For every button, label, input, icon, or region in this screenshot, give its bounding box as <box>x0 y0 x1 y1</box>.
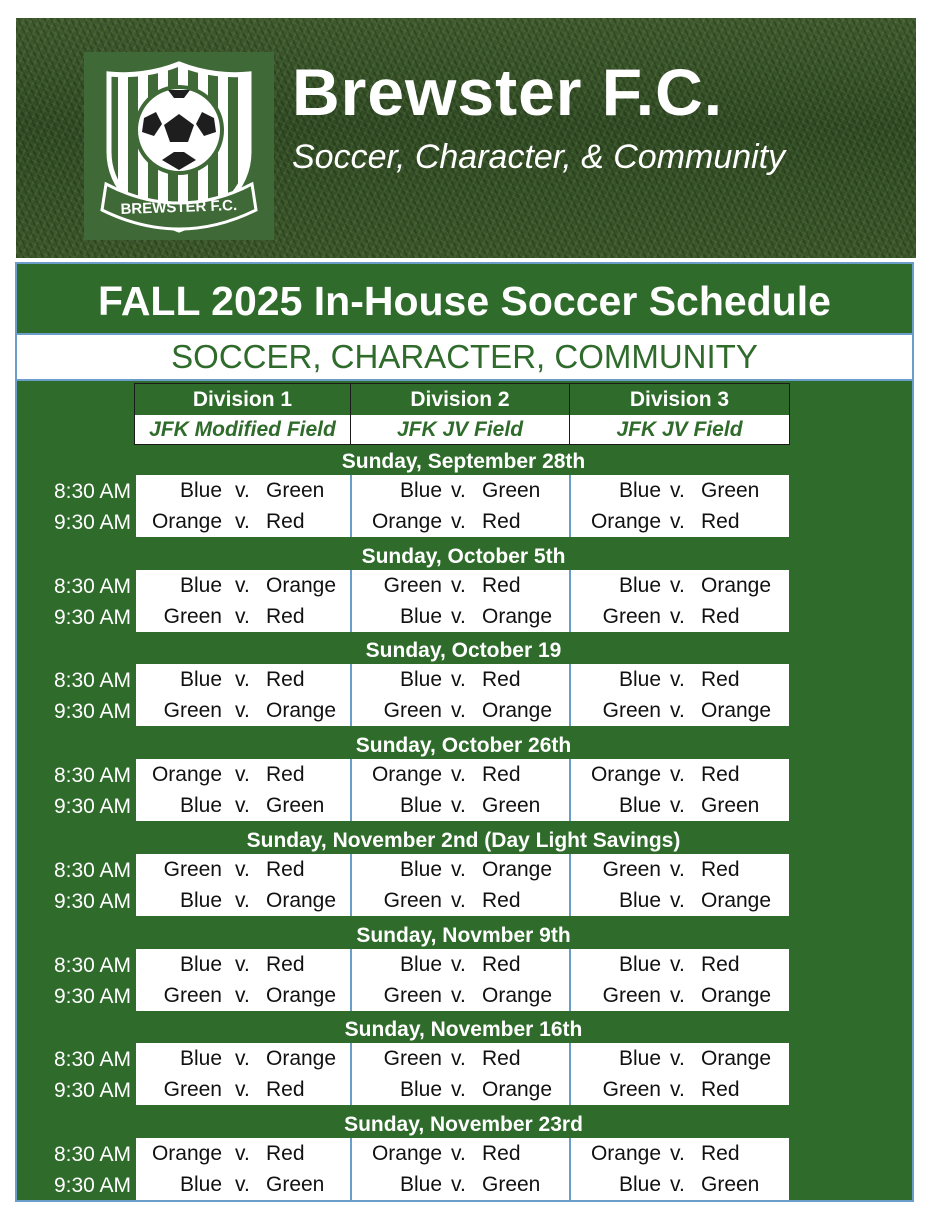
home-team: Green <box>383 888 442 912</box>
versus-label: v. <box>670 952 685 976</box>
division-header <box>569 383 790 445</box>
versus-label: v. <box>670 510 685 533</box>
week-date: Sunday, October 26th <box>355 734 572 758</box>
versus-label: v. <box>670 668 685 692</box>
away-team: Red <box>701 1141 740 1165</box>
home-team: Blue <box>618 1172 661 1196</box>
column-divider <box>569 570 571 632</box>
column-divider <box>350 854 352 916</box>
division-games-cell <box>571 1043 789 1105</box>
versus-label: v. <box>451 1141 466 1165</box>
away-team: Red <box>482 1141 521 1165</box>
division-field: JFK Modified Field <box>149 418 336 441</box>
time-slot-label: 9:30 AM <box>53 1173 131 1197</box>
division-games-cell <box>571 949 789 1011</box>
versus-label: v. <box>235 983 250 1007</box>
home-team: Blue <box>618 668 661 692</box>
match <box>571 790 789 821</box>
column-divider <box>569 475 571 537</box>
away-team: Red <box>701 604 740 628</box>
header-banner <box>16 18 916 258</box>
home-team: Green <box>602 604 661 628</box>
match <box>136 790 350 821</box>
home-team: Blue <box>179 1172 222 1196</box>
division-games-cell <box>352 1043 570 1105</box>
match <box>136 1138 350 1169</box>
column-divider <box>350 664 352 726</box>
home-team: Blue <box>399 479 442 502</box>
home-team: Blue <box>399 1172 442 1196</box>
versus-label: v. <box>235 794 250 818</box>
match <box>136 664 350 695</box>
column-divider <box>350 570 352 632</box>
division-games-cell <box>352 1138 570 1200</box>
away-team: Green <box>482 479 541 502</box>
away-team: Red <box>266 1078 305 1102</box>
match <box>352 506 570 537</box>
match <box>352 475 570 506</box>
time-slot-label: 9:30 AM <box>53 605 131 629</box>
match <box>352 601 570 632</box>
match <box>571 1074 789 1105</box>
time-slot-label: 8:30 AM <box>53 669 131 693</box>
home-team: Blue <box>399 668 442 692</box>
motto-bar: SOCCER, CHARACTER, COMMUNITY <box>15 333 914 381</box>
away-team: Red <box>266 668 305 692</box>
home-team: Green <box>163 983 222 1007</box>
time-slot-label: 8:30 AM <box>53 480 131 503</box>
match <box>352 1043 570 1074</box>
division-games-cell <box>571 570 789 632</box>
versus-label: v. <box>235 604 250 628</box>
versus-label: v. <box>235 1078 250 1102</box>
home-team: Green <box>383 573 442 597</box>
versus-label: v. <box>235 573 250 597</box>
versus-label: v. <box>451 668 466 692</box>
time-slot-label: 8:30 AM <box>53 574 131 598</box>
time-slot-label: 9:30 AM <box>53 889 131 913</box>
division-games-cell <box>136 759 350 821</box>
versus-label: v. <box>235 479 250 502</box>
division-games-cell <box>571 1138 789 1200</box>
away-team: Green <box>266 794 325 818</box>
match <box>136 475 350 506</box>
home-team: Blue <box>179 1047 222 1071</box>
away-team: Red <box>701 510 740 533</box>
versus-label: v. <box>235 763 250 787</box>
versus-label: v. <box>235 857 250 881</box>
home-team: Green <box>383 983 442 1007</box>
match <box>571 949 789 980</box>
time-slot-label: 9:30 AM <box>53 700 131 724</box>
division-games-cell <box>352 570 570 632</box>
match <box>136 1074 350 1105</box>
division-name: Division 1 <box>135 384 350 415</box>
away-team: Red <box>482 1047 521 1071</box>
match <box>352 980 570 1011</box>
versus-label: v. <box>451 763 466 787</box>
division-games-cell <box>571 759 789 821</box>
home-team: Green <box>163 604 222 628</box>
versus-label: v. <box>670 573 685 597</box>
match <box>571 475 789 506</box>
away-team: Orange <box>266 888 337 912</box>
home-team: Green <box>602 699 661 723</box>
away-team: Green <box>701 1172 760 1196</box>
versus-label: v. <box>451 888 466 912</box>
home-team: Blue <box>179 668 222 692</box>
away-team: Green <box>482 1172 541 1196</box>
match <box>136 1169 350 1200</box>
home-team: Green <box>163 1078 222 1102</box>
svg-text:BREWSTER F.C.: BREWSTER F.C. <box>120 196 238 219</box>
versus-label: v. <box>670 794 685 818</box>
time-slot-label: 9:30 AM <box>53 795 131 819</box>
home-team: Blue <box>179 952 222 976</box>
home-team: Green <box>163 699 222 723</box>
versus-label: v. <box>670 888 685 912</box>
division-name: Division 2 <box>351 384 569 415</box>
versus-label: v. <box>670 857 685 881</box>
week-date: Sunday, October 5th <box>361 544 566 568</box>
away-team: Green <box>266 1172 325 1196</box>
away-team: Red <box>266 604 305 628</box>
column-divider <box>569 949 571 1011</box>
match <box>352 885 570 916</box>
away-team: Orange <box>266 1047 337 1071</box>
home-team: Blue <box>179 888 222 912</box>
home-team: Blue <box>618 479 661 502</box>
division-games-cell <box>136 1043 350 1105</box>
match <box>136 854 350 885</box>
match <box>571 1169 789 1200</box>
match <box>352 1138 570 1169</box>
versus-label: v. <box>451 1047 466 1071</box>
column-divider <box>350 759 352 821</box>
away-team: Orange <box>701 699 772 723</box>
club-logo <box>84 52 274 240</box>
away-team: Red <box>701 1078 740 1102</box>
week-date: Sunday, November 23rd <box>344 1112 583 1136</box>
schedule-panel <box>15 262 914 1202</box>
home-team: Green <box>383 699 442 723</box>
division-header <box>350 383 570 445</box>
away-team: Red <box>266 763 305 787</box>
away-team: Red <box>266 952 305 976</box>
match <box>352 790 570 821</box>
match <box>571 885 789 916</box>
division-field: JFK JV Field <box>396 418 524 441</box>
away-team: Orange <box>266 573 337 597</box>
home-team: Green <box>383 1047 442 1071</box>
match <box>571 1043 789 1074</box>
division-games-cell <box>352 854 570 916</box>
away-team: Green <box>266 479 325 502</box>
home-team: Blue <box>618 952 661 976</box>
away-team: Red <box>701 668 740 692</box>
division-header <box>134 383 351 445</box>
home-team: Blue <box>179 794 222 818</box>
division-field: JFK JV Field <box>616 418 743 441</box>
match <box>136 759 350 790</box>
home-team: Blue <box>618 794 661 818</box>
versus-label: v. <box>451 479 466 502</box>
match <box>136 570 350 601</box>
column-divider <box>569 664 571 726</box>
away-team: Orange <box>482 857 553 881</box>
home-team: Blue <box>618 888 661 912</box>
away-team: Orange <box>701 983 772 1007</box>
away-team: Orange <box>701 1047 772 1071</box>
match <box>571 980 789 1011</box>
division-games-cell <box>352 949 570 1011</box>
match <box>352 664 570 695</box>
division-games-cell <box>136 854 350 916</box>
time-slot-label: 9:30 AM <box>53 1079 131 1103</box>
versus-label: v. <box>451 857 466 881</box>
division-games-cell <box>571 664 789 726</box>
column-divider <box>350 1043 352 1105</box>
column-divider <box>569 759 571 821</box>
week-date: Sunday, October 19 <box>365 639 562 663</box>
away-team: Red <box>482 510 521 533</box>
division-name: Division 3 <box>570 384 789 415</box>
column-divider <box>569 1138 571 1200</box>
time-slot-label: 8:30 AM <box>53 1142 131 1166</box>
away-team: Red <box>482 763 521 787</box>
versus-label: v. <box>235 699 250 723</box>
home-team: Orange <box>151 763 222 787</box>
versus-label: v. <box>451 510 466 533</box>
versus-label: v. <box>451 952 466 976</box>
home-team: Blue <box>399 952 442 976</box>
match <box>136 885 350 916</box>
time-slot-label: 8:30 AM <box>53 764 131 788</box>
versus-label: v. <box>451 699 466 723</box>
home-team: Blue <box>179 573 222 597</box>
away-team: Red <box>482 573 521 597</box>
week-date: Sunday, September 28th <box>341 450 586 473</box>
versus-label: v. <box>451 983 466 1007</box>
week-date: Sunday, Novmber 9th <box>356 923 571 947</box>
division-games-cell <box>352 664 570 726</box>
away-team: Red <box>482 888 521 912</box>
division-games-cell <box>352 759 570 821</box>
home-team: Orange <box>371 763 442 787</box>
home-team: Orange <box>151 1141 222 1165</box>
versus-label: v. <box>670 699 685 723</box>
match <box>136 980 350 1011</box>
versus-label: v. <box>235 1172 250 1196</box>
column-divider <box>350 1138 352 1200</box>
match <box>136 695 350 726</box>
versus-label: v. <box>235 952 250 976</box>
home-team: Blue <box>618 573 661 597</box>
division-games-cell <box>136 949 350 1011</box>
versus-label: v. <box>235 1047 250 1071</box>
time-slot-label: 8:30 AM <box>53 858 131 882</box>
division-games-cell <box>571 475 789 537</box>
home-team: Orange <box>151 510 222 533</box>
away-team: Orange <box>482 699 553 723</box>
match <box>352 695 570 726</box>
division-games-cell <box>136 570 350 632</box>
versus-label: v. <box>235 510 250 533</box>
match <box>571 759 789 790</box>
home-team: Green <box>163 857 222 881</box>
match <box>352 1074 570 1105</box>
away-team: Orange <box>482 1078 553 1102</box>
away-team: Red <box>266 1141 305 1165</box>
match <box>571 570 789 601</box>
versus-label: v. <box>670 479 685 502</box>
versus-label: v. <box>670 604 685 628</box>
match <box>571 601 789 632</box>
versus-label: v. <box>670 1078 685 1102</box>
versus-label: v. <box>670 1172 685 1196</box>
away-team: Red <box>701 763 740 787</box>
club-tagline: Soccer, Character, & Community <box>292 138 786 176</box>
match <box>352 854 570 885</box>
home-team: Orange <box>590 763 661 787</box>
home-team: Blue <box>399 1078 442 1102</box>
versus-label: v. <box>451 1172 466 1196</box>
away-team: Orange <box>266 699 337 723</box>
home-team: Green <box>602 983 661 1007</box>
away-team: Orange <box>266 983 337 1007</box>
home-team: Green <box>602 1078 661 1102</box>
away-team: Red <box>266 857 305 881</box>
schedule-title: FALL 2025 In-House Soccer Schedule <box>98 278 831 324</box>
versus-label: v. <box>451 794 466 818</box>
week-date: Sunday, November 2nd (Day Light Savings) <box>246 828 681 852</box>
match <box>571 695 789 726</box>
week-date: Sunday, November 16th <box>344 1018 583 1042</box>
match <box>352 570 570 601</box>
crest-icon <box>84 52 274 240</box>
division-games-cell <box>571 854 789 916</box>
match <box>136 1043 350 1074</box>
match <box>352 949 570 980</box>
versus-label: v. <box>670 763 685 787</box>
away-team: Orange <box>701 573 772 597</box>
match <box>352 759 570 790</box>
away-team: Green <box>701 794 760 818</box>
match <box>571 854 789 885</box>
away-team: Orange <box>482 983 553 1007</box>
versus-label: v. <box>451 604 466 628</box>
versus-label: v. <box>235 888 250 912</box>
versus-label: v. <box>235 1141 250 1165</box>
column-divider <box>350 475 352 537</box>
home-team: Blue <box>618 1047 661 1071</box>
match <box>136 506 350 537</box>
away-team: Red <box>482 952 521 976</box>
home-team: Orange <box>590 1141 661 1165</box>
match <box>571 506 789 537</box>
time-slot-label: 8:30 AM <box>53 1048 131 1072</box>
match <box>571 1138 789 1169</box>
match <box>352 1169 570 1200</box>
division-games-cell <box>136 664 350 726</box>
division-games-cell <box>136 1138 350 1200</box>
away-team: Red <box>482 668 521 692</box>
match <box>136 949 350 980</box>
time-slot-label: 9:30 AM <box>53 984 131 1008</box>
home-team: Blue <box>179 479 222 502</box>
away-team: Green <box>701 479 760 502</box>
home-team: Orange <box>371 1141 442 1165</box>
away-team: Red <box>266 510 305 533</box>
match <box>136 601 350 632</box>
home-team: Blue <box>399 794 442 818</box>
column-divider <box>569 854 571 916</box>
column-divider <box>569 1043 571 1105</box>
home-team: Blue <box>399 604 442 628</box>
club-name: Brewster F.C. <box>292 55 724 129</box>
home-team: Orange <box>371 510 442 533</box>
home-team: Blue <box>399 857 442 881</box>
versus-label: v. <box>451 1078 466 1102</box>
away-team: Green <box>482 794 541 818</box>
away-team: Orange <box>482 604 553 628</box>
home-team: Orange <box>590 510 661 533</box>
away-team: Red <box>701 952 740 976</box>
versus-label: v. <box>451 573 466 597</box>
versus-label: v. <box>235 668 250 692</box>
time-slot-label: 9:30 AM <box>53 511 131 534</box>
home-team: Green <box>602 857 661 881</box>
versus-label: v. <box>670 1047 685 1071</box>
away-team: Orange <box>701 888 772 912</box>
time-slot-label: 8:30 AM <box>53 953 131 977</box>
versus-label: v. <box>670 1141 685 1165</box>
match <box>571 664 789 695</box>
division-games-cell <box>352 475 570 537</box>
away-team: Red <box>701 857 740 881</box>
column-divider <box>350 949 352 1011</box>
division-games-cell <box>136 475 350 537</box>
versus-label: v. <box>670 983 685 1007</box>
